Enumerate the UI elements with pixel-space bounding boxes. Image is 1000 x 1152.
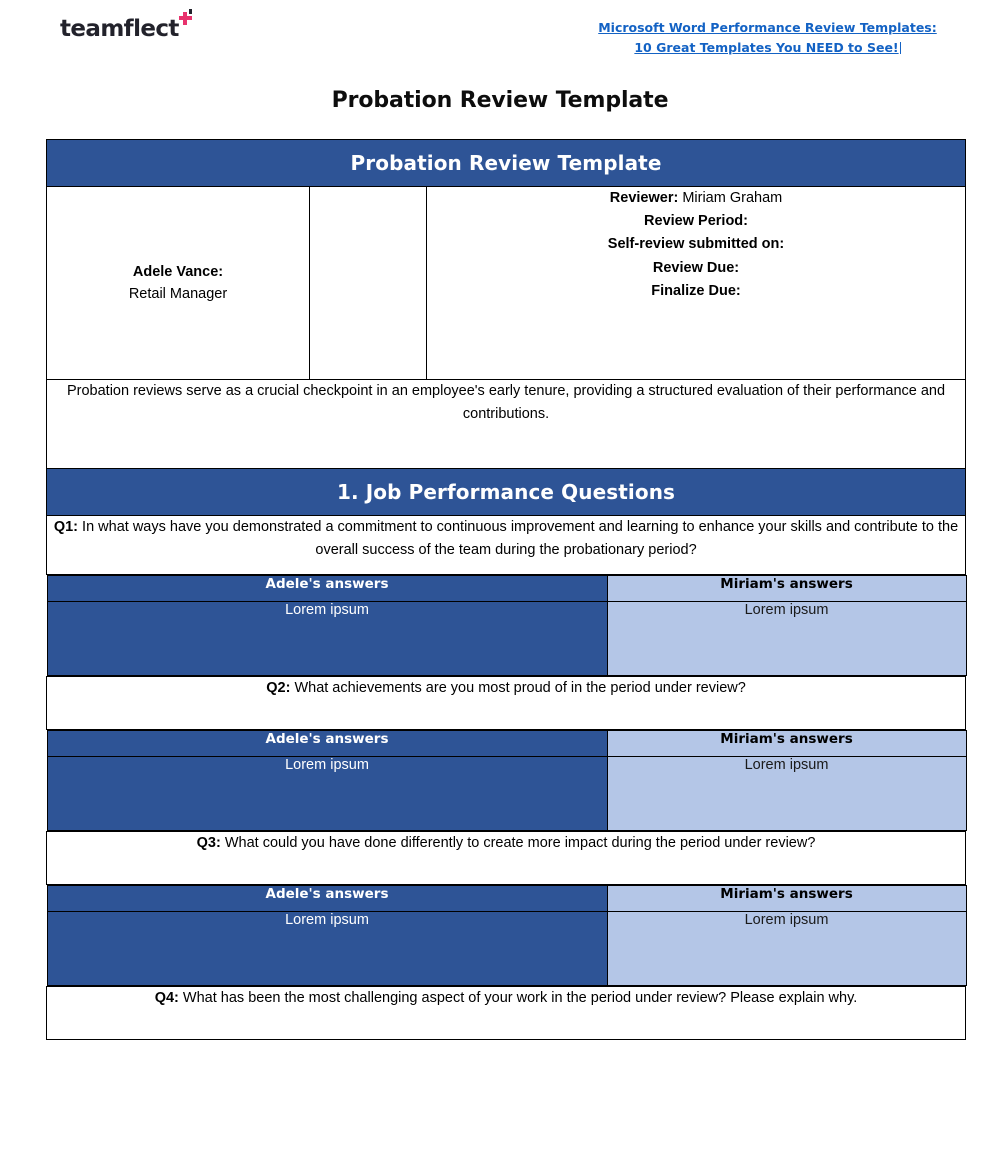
text-cursor-caret	[900, 42, 901, 54]
answers-table	[47, 575, 967, 676]
reviewer-label: Reviewer:	[609, 190, 679, 206]
employee-name: Adele Vance:	[132, 263, 224, 280]
question-number: Q3:	[196, 835, 221, 851]
document-header-area	[0, 0, 1000, 126]
question-row	[47, 677, 966, 730]
plus-icon	[177, 12, 193, 28]
employee-answer-cell[interactable]: Lorem ipsum	[47, 602, 607, 676]
section-title-row	[47, 469, 966, 516]
answers-row	[47, 885, 966, 987]
employee-answers-header: Adele's answers	[47, 886, 607, 912]
employee-answer-cell[interactable]: Lorem ipsum	[47, 757, 607, 831]
reviewer-answer-cell[interactable]: Lorem ipsum	[607, 912, 966, 986]
answers-body-row	[47, 757, 966, 831]
review-meta-cell	[427, 187, 966, 380]
employee-answers-header: Adele's answers	[47, 576, 607, 602]
reviewer-answers-header: Miriam's answers	[607, 731, 966, 757]
reviewer-answers-header: Miriam's answers	[607, 576, 966, 602]
question-text: What could you have done differently to create more impact during the period under review?	[224, 835, 816, 851]
reviewer-answer-cell[interactable]: Lorem ipsum	[607, 757, 966, 831]
question-number: Q4:	[154, 990, 179, 1006]
review-period-label: Review Period:	[644, 213, 748, 230]
logo-wordmark: teamflect	[60, 16, 179, 42]
answers-table	[47, 730, 967, 831]
self-review-submitted-label: Self-review submitted on:	[607, 236, 785, 253]
answers-row	[47, 575, 966, 677]
intro-row	[47, 380, 966, 469]
teamflect-logo	[60, 18, 193, 41]
spacer-cell	[310, 187, 427, 380]
question-text: In what ways have you demonstrated a commitment to continuous improvement and learning to enhance your skills and contribute to the overall success of the team during the probationary period?	[82, 519, 959, 558]
promo-link-text: Microsoft Word Performance Review Templates: 10 Great Templates You NEED to See!	[598, 20, 937, 56]
reviewer-line	[427, 187, 965, 210]
question-text: What achievements are you most proud of in the period under review?	[294, 680, 746, 696]
review-due-label: Review Due:	[652, 259, 740, 276]
question-row	[47, 516, 966, 575]
table-title-row	[47, 140, 966, 187]
answers-header-row	[47, 576, 966, 602]
question-text-cell	[47, 832, 966, 885]
table-title-cell: Probation Review Template	[47, 140, 966, 187]
answers-table	[47, 885, 967, 986]
answers-wrapper	[47, 730, 966, 832]
answers-header-row	[47, 886, 966, 912]
answers-wrapper	[47, 885, 966, 987]
answers-wrapper	[47, 575, 966, 677]
question-row	[47, 832, 966, 885]
reviewer-answers-header: Miriam's answers	[607, 886, 966, 912]
question-text-cell	[47, 516, 966, 575]
promo-hyperlink[interactable]	[590, 18, 945, 59]
answers-header-row	[47, 731, 966, 757]
reviewer-answer-cell[interactable]: Lorem ipsum	[607, 602, 966, 676]
employee-answers-header: Adele's answers	[47, 731, 607, 757]
answers-body-row	[47, 602, 966, 676]
question-number: Q2:	[266, 680, 291, 696]
answers-body-row	[47, 912, 966, 986]
employee-answer-cell[interactable]: Lorem ipsum	[47, 912, 607, 986]
question-number: Q1:	[53, 519, 79, 535]
question-text: What has been the most challenging aspect of your work in the period under review? Please explain why.	[182, 990, 858, 1006]
answers-row	[47, 730, 966, 832]
section-title: 1. Job Performance Questions	[47, 469, 966, 516]
finalize-due-label: Finalize Due:	[651, 282, 741, 299]
page-title: Probation Review Template	[331, 88, 669, 113]
question-text-cell	[47, 987, 966, 1040]
employee-info-cell	[47, 187, 310, 380]
question-text-cell	[47, 677, 966, 730]
employee-info-row	[47, 187, 966, 380]
intro-text: Probation reviews serve as a crucial checkpoint in an employee's early tenure, providing a structured evaluation of their performance and contributions.	[47, 380, 966, 469]
reviewer-value: Miriam Graham	[682, 190, 783, 206]
question-row	[47, 987, 966, 1040]
employee-role: Retail Manager	[128, 286, 228, 302]
probation-review-table	[46, 139, 966, 1040]
